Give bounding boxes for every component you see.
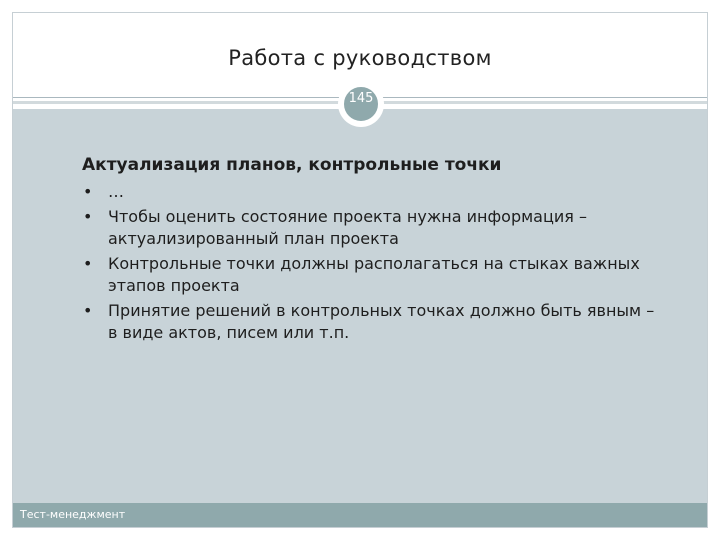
list-item [82, 181, 662, 203]
bullet-icon: • [83, 182, 93, 201]
bullet-text: … [108, 182, 124, 201]
list-item [82, 206, 662, 250]
bullet-list [82, 181, 662, 344]
bullet-text: Чтобы оценить состояние проекта нужна информация – актуализированный план проекта [108, 207, 587, 248]
footer-text: Тест-менеджмент [20, 508, 126, 521]
slide-heading: Актуализация планов, контрольные точки [82, 155, 502, 175]
list-item [82, 300, 662, 344]
bullet-text: Принятие решений в контрольных точках должно быть явным – в виде актов, писем или т.п. [108, 301, 655, 342]
bullet-icon: • [83, 301, 93, 320]
slide-title: Работа с руководством [228, 46, 492, 70]
slide-body [82, 155, 662, 347]
list-item [82, 253, 662, 297]
bullet-icon: • [83, 254, 93, 273]
page-number: 145 [348, 91, 374, 106]
bullet-text: Контрольные точки должны располагаться на стыках важных этапов проекта [108, 254, 640, 295]
bullet-icon: • [83, 207, 93, 226]
